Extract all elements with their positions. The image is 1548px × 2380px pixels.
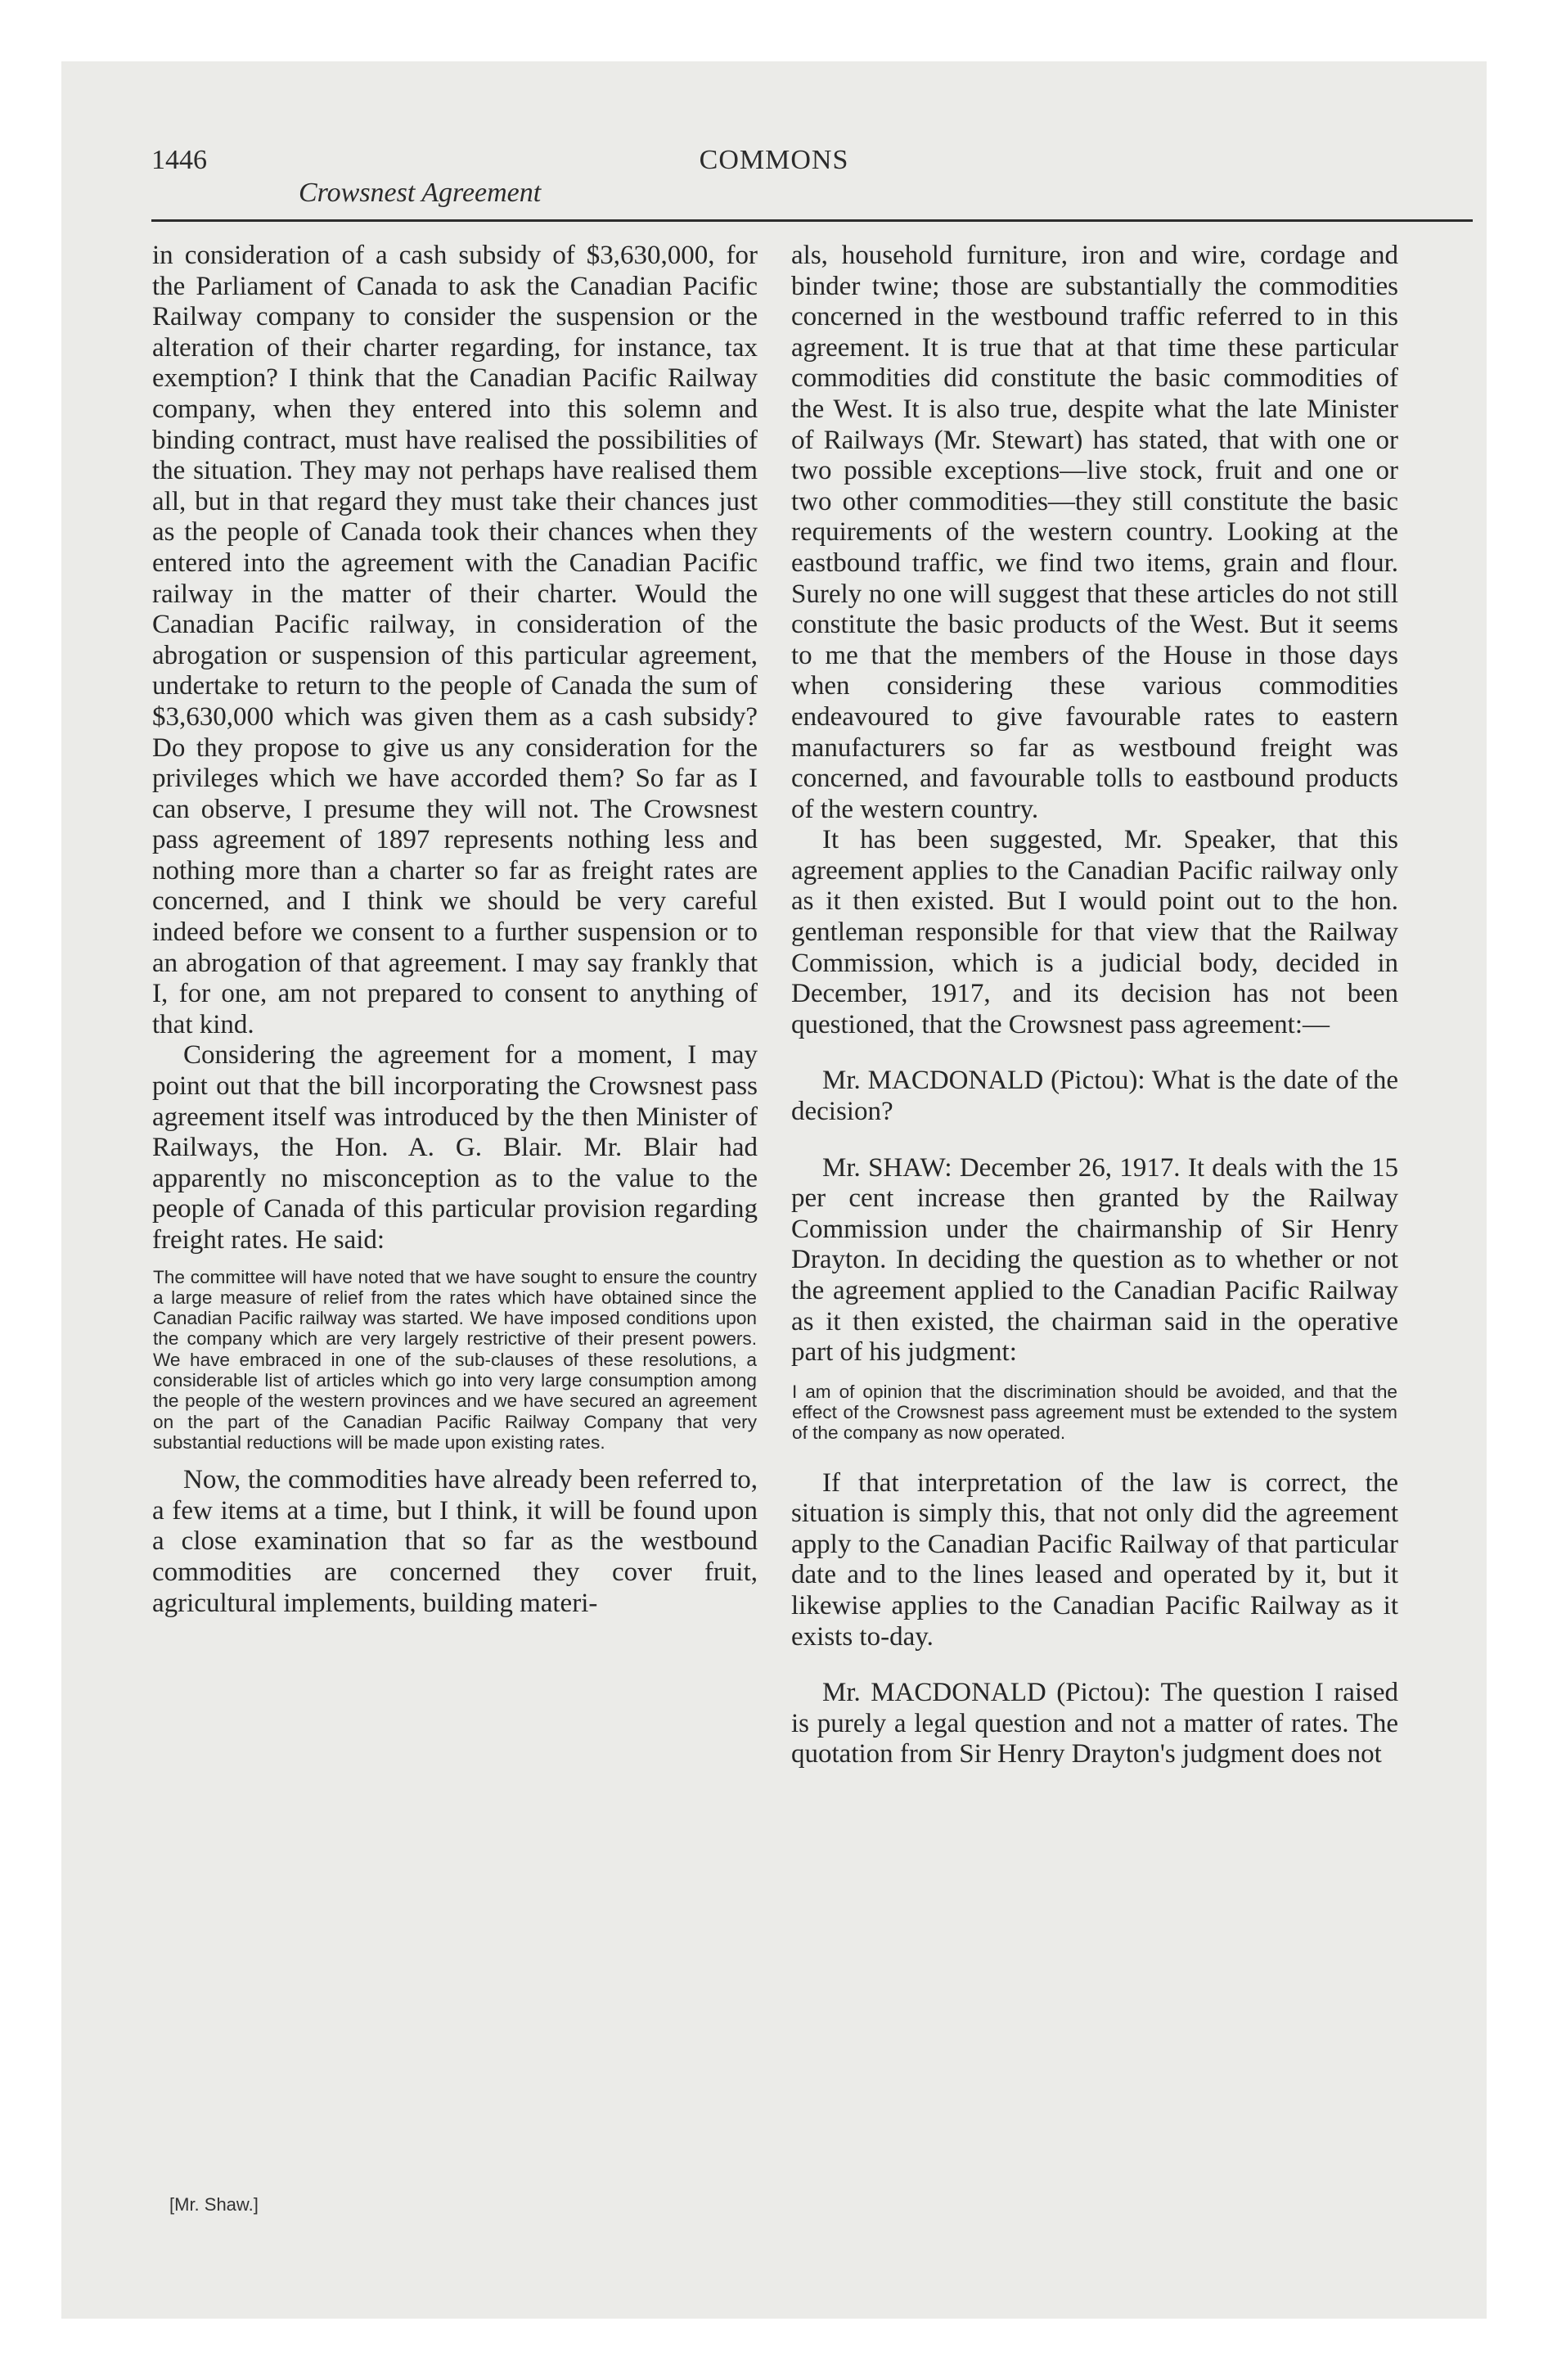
speaker-paragraph: Mr. MACDONALD (Pictou): What is the date of the decision? <box>791 1066 1398 1127</box>
header-rule <box>151 219 1473 222</box>
running-title: Crowsnest Agreement <box>299 178 542 208</box>
block-quote: The committee will have noted that we have sought to ensure the country a large measure of relief from the rates which have obtained since the Canadian Pacific railway was started. We have imposed conditions upon the company which are very largely restrictive of their present powers. We have embraced in one of the sub-clauses of these resolutions, a considerable list of articles which go into very large consumption among the people of the western provinces and we have secured an agreement on the part of the Canadian Pacific Railway Company that very substantial reductions will be made upon existing rates. <box>153 1266 757 1453</box>
paragraph: als, household furniture, iron and wire, cordage and binder twine; those are substantially the commodities concerned in the westbound traffic referred to in this agreement. It is true that at that time these particular commodities did constitute the basic commodities of the West. It is also true, despite what the late Minister of Railways (Mr. Stewart) has stated, that with one or two possible exceptions—live stock, fruit and one or two other commodities—they still constitute the basic requirements of the western country. Looking at the eastbound traffic, we find two items, grain and flour. Surely no one will suggest that these articles do not still constitute the basic products of the West. But it seems to me that the members of the House in those days when considering these various commodities endeavoured to give favourable rates to eastern manufacturers so far as westbound freight was concerned, and favourable tolls to eastbound products of the western country. <box>791 241 1398 824</box>
block-quote: I am of opinion that the discrimination should be avoided, and that the effect of the Crowsnest pass agreement must be extended to the system of the company as now operated. <box>792 1381 1397 1444</box>
page-number: 1446 <box>151 145 207 175</box>
paragraph: Considering the agreement for a moment, I may point out that the bill incorporating the Crowsnest pass agreement itself was introduced by the then Minister of Railways, the Hon. A. G. Blair. Mr. Blair had apparently no misconception as to the value to the people of Canada of this particular provision regarding freight rates. He said: <box>152 1040 758 1255</box>
speaker-footnote: [Mr. Shaw.] <box>169 2194 259 2215</box>
right-column <box>791 241 1398 1770</box>
paragraph: Now, the commodities have already been referred to, a few items at a time, but I think, it will be found upon a close examination that so far as the westbound commodities are concerned they cover fruit, agricultural implements, building materi- <box>152 1465 758 1618</box>
page-scan <box>61 61 1487 2319</box>
speaker-paragraph: Mr. SHAW: December 26, 1917. It deals with the 15 per cent increase then granted by the Railway Commission under the chairmanship of Sir Henry Drayton. In deciding the question as to whether or not the agreement applied to the Canadian Pacific Railway as it then existed, the chairman said in the operative part of his judgment: <box>791 1152 1398 1368</box>
speaker-paragraph: Mr. MACDONALD (Pictou): The question I raised is purely a legal question and not a matter of rates. The quotation from Sir Henry Drayton's judgment does not <box>791 1678 1398 1769</box>
paragraph: It has been suggested, Mr. Speaker, that this agreement applies to the Canadian Pacific railway only as it then existed. But I would point out to the hon. gentleman responsible for that view that the Railway Commission, which is a judicial body, decided in December, 1917, and its decision has not been questioned, that the Crowsnest pass agreement:— <box>791 825 1398 1039</box>
left-column <box>152 241 758 1619</box>
paragraph: If that interpretation of the law is correct, the situation is simply this, that not only did the agreement apply to the Canadian Pacific Railway of that particular date and to the lines leased and operated by it, but it likewise applies to the Canadian Pacific Railway as it exists to-day. <box>791 1467 1398 1652</box>
paragraph: in consideration of a cash subsidy of $3,630,000, for the Parliament of Canada to ask the Canadian Pacific Railway company to consider the suspension or the alteration of their charter regarding, for instance, tax exemption? I think that the Canadian Pacific Railway company, when they entered into this solemn and binding contract, must have realised the possibilities of the situation. They may not perhaps have realised them all, but in that regard they must take their chances just as the people of Canada took their chances when they entered into the agreement with the Canadian Pacific railway in the matter of their charter. Would the Canadian Pacific railway, in consideration of the abrogation or suspension of this particular agreement, undertake to return to the people of Canada the sum of $3,630,000 which was given them as a cash subsidy? Do they propose to give us any consideration for the privileges which we have accorded them? So far as I can observe, I presume they will not. The Crowsnest pass agreement of 1897 represents nothing less and nothing more than a charter so far as freight rates are concerned, and I think we should be very careful indeed before we consent to a further suspension or to an abrogation of that agreement. I may say frankly that I, for one, am not prepared to consent to anything of that kind. <box>152 241 758 1039</box>
section-heading: COMMONS <box>699 145 849 175</box>
